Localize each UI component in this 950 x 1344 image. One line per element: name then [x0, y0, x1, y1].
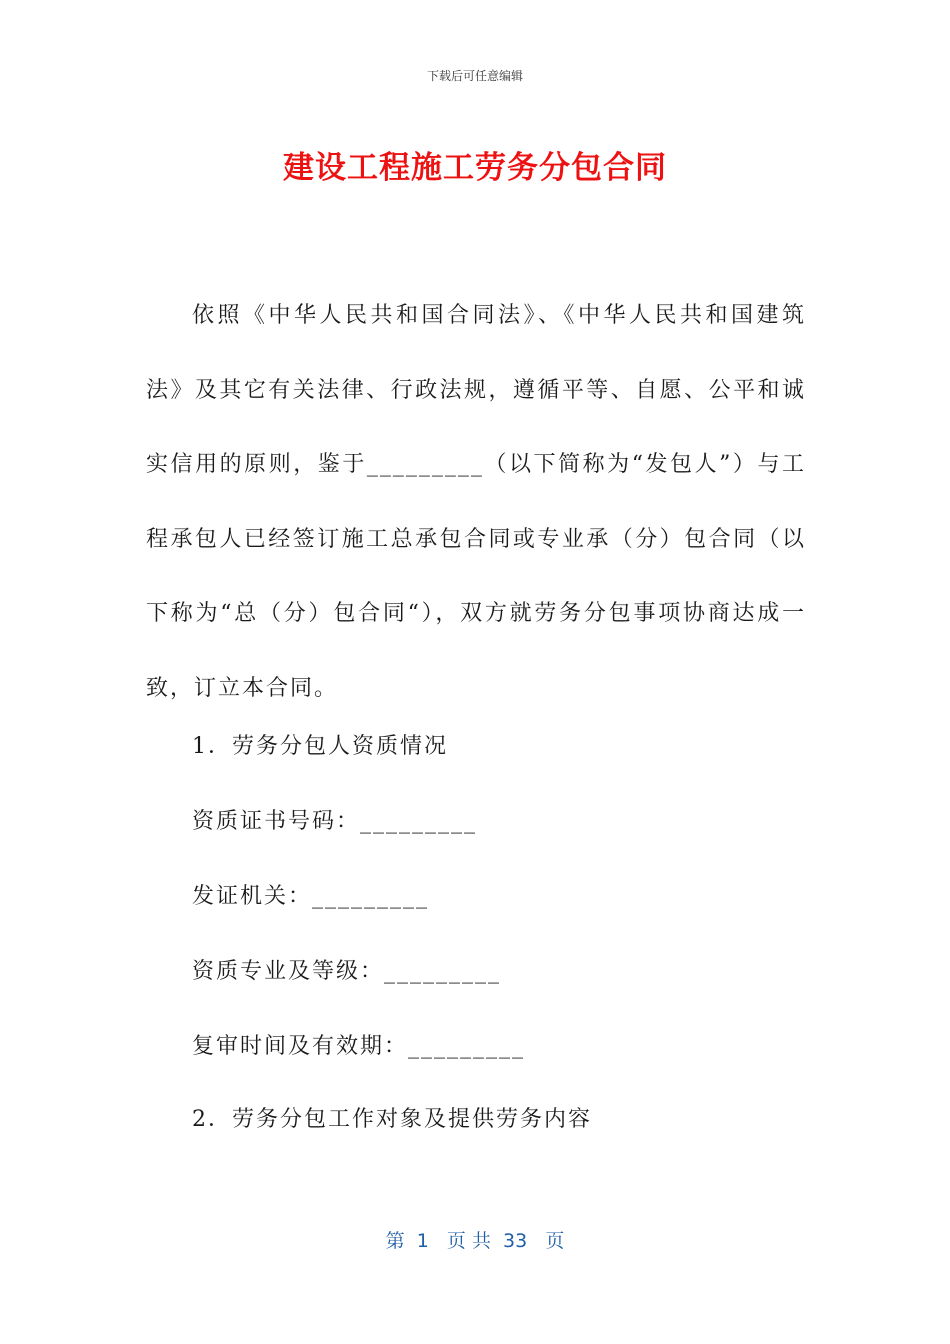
page-footer: 第 1 页 共 33 页	[385, 1230, 565, 1252]
header-note: 下载后可任意编辑	[426, 69, 523, 83]
specialty-grade-line: 资质专业及等级：_________	[192, 959, 502, 984]
review-validity-line: 复审时间及有效期：_________	[192, 1034, 526, 1059]
document-title: 建设工程施工劳务分包合同	[283, 150, 667, 186]
section1-heading: 1．劳务分包人资质情况	[192, 734, 448, 759]
issuer-line: 发证机关：_________	[192, 884, 430, 909]
cert-number-line: 资质证书号码：_________	[192, 809, 478, 834]
section2-heading: 2．劳务分包工作对象及提供劳务内容	[192, 1107, 592, 1132]
intro-paragraph: 依照《中华人民共和国合同法》、《中华人民共和国建筑法》及其它有关法律、行政法规，遵循平等、自愿、公平和诚实信用的原则，鉴于_________（以下简称为“发包人”）与工程承包人已经签订施工总承包合同或专业承（分）包合同（以下称为“总（分）包合同“），双方就劳务分包事项协商达成一致，订立本合同。	[146, 303, 806, 701]
